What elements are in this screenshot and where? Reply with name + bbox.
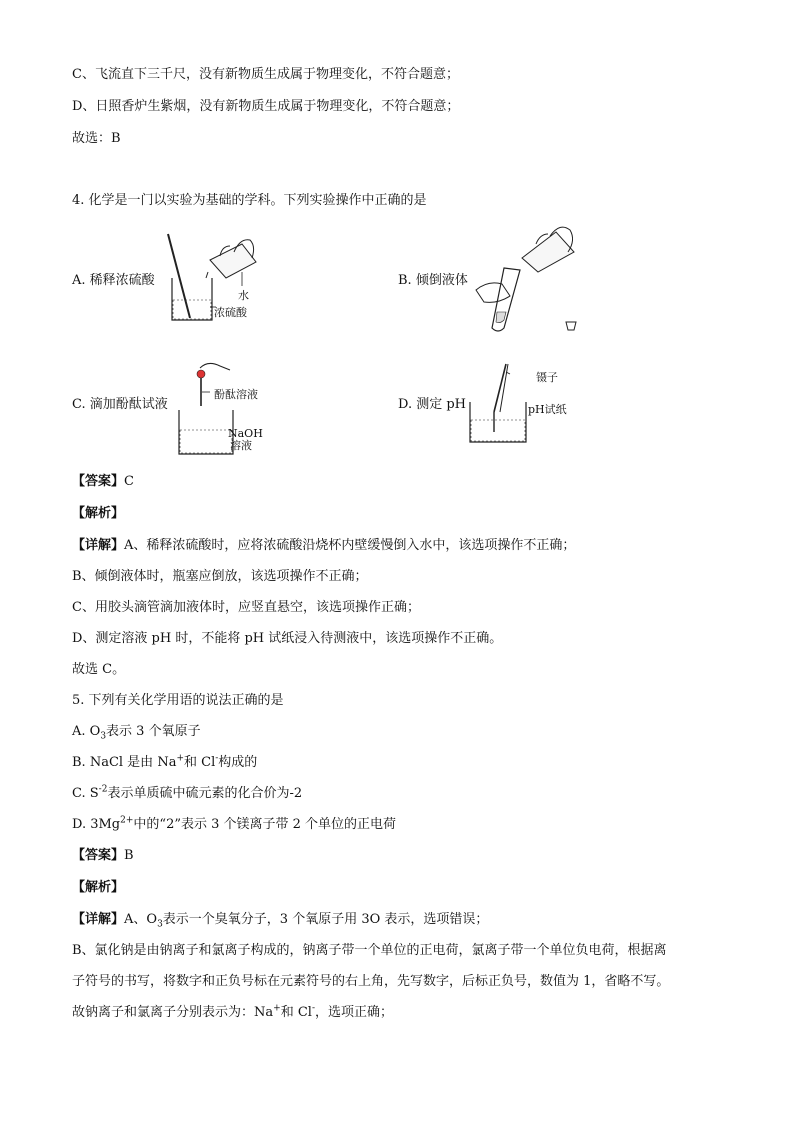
superscript: -2 (98, 784, 108, 795)
text: 构成的 (218, 755, 258, 770)
q4-option-c: C. 滴加酚酞试液 (72, 397, 168, 412)
label-conc-acid: 浓硫酸 (214, 306, 247, 319)
text: D. 3Mg (72, 817, 121, 832)
label-solution: 溶液 (230, 439, 252, 452)
q4-detail-c: C、用胶头滴管滴加液体时，应竖直悬空，该选项操作正确； (72, 600, 420, 615)
label-water: 水 (238, 289, 249, 302)
q5-option-b (72, 754, 257, 772)
text: 中的“2”表示 3 个镁离子带 2 个单位的正电荷 (133, 817, 397, 832)
q5-option-a (72, 723, 201, 741)
q5-answer (72, 847, 134, 865)
text: A. O (72, 724, 101, 739)
detail-tag: 【详解】 (72, 538, 125, 553)
subscript: 3 (100, 731, 107, 742)
answer-value: C (124, 474, 134, 489)
superscript: + (273, 1003, 281, 1014)
q5-detail-b3 (72, 1004, 393, 1022)
superscript: - (215, 753, 219, 764)
q4-stem: 4. 化学是一门以实验为基础的学科。下列实验操作中正确的是 (72, 193, 427, 208)
q5-option-c (72, 785, 302, 803)
label-naoh: NaOH (228, 427, 263, 440)
q4-option-b: B. 倾倒液体 (398, 273, 468, 288)
q4-choice: 故选 C。 (72, 662, 126, 677)
prev-solution-d: D、日照香炉生紫烟，没有新物质生成属于物理变化，不符合题意； (72, 99, 460, 114)
superscript: + (176, 753, 184, 764)
q4-detail-d: D、测定溶液 pH 时，不能将 pH 试纸浸入待测液中，该选项操作不正确。 (72, 631, 503, 646)
prev-solution-c: C、飞流直下三千尺，没有新物质生成属于物理变化，不符合题意； (72, 67, 459, 82)
text: 表示一个臭氧分子，3 个氧原子用 3O 表示，选项错误； (162, 912, 489, 927)
q5-stem: 5. 下列有关化学用语的说法正确的是 (72, 693, 284, 708)
text: ，选项正确； (314, 1005, 393, 1020)
answer-tag: 【答案】 (72, 848, 125, 863)
label-ph-paper: pH试纸 (528, 403, 567, 416)
q5-detail-a (72, 911, 488, 929)
q5-option-d (72, 816, 396, 834)
text: A、O (124, 912, 158, 927)
detail-text: A、稀释浓硫酸时，应将浓硫酸沿烧杯内壁缓慢倒入水中，该选项操作不正确； (124, 538, 576, 553)
q4-option-d: D. 测定 pH (398, 397, 467, 412)
prev-solution-choice: 故选：B (72, 131, 121, 146)
subscript: 3 (157, 919, 163, 930)
q4-detail-a (72, 537, 575, 555)
text: 表示单质硫中硫元素的化合价为-2 (107, 786, 303, 801)
q4-detail-b: B、倾倒液体时，瓶塞应倒放，该选项操作不正确； (72, 569, 368, 584)
text: 表示 3 个氧原子 (106, 724, 201, 739)
text: C. S (72, 786, 99, 801)
superscript: 2+ (120, 815, 134, 826)
q5-analysis-tag: 【解析】 (72, 880, 125, 895)
q4-analysis-tag: 【解析】 (72, 506, 125, 521)
text: 和 Cl (280, 1005, 312, 1020)
q5-detail-b1: B、氯化钠是由钠离子和氯离子构成的，钠离子带一个单位的正电荷，氯离子带一个单位负电荷，根据离 (72, 943, 667, 958)
detail-tag: 【详解】 (72, 912, 125, 927)
text: 和 Cl (184, 755, 216, 770)
text: B. NaCl 是由 Na (72, 755, 177, 770)
figure-pour-liquid (470, 224, 600, 336)
answer-value: B (124, 848, 134, 863)
text: 故钠离子和氯离子分别表示为：Na (72, 1005, 274, 1020)
q4-option-a: A. 稀释浓硫酸 (72, 273, 155, 288)
label-phenolphthalein: 酚酞溶液 (214, 388, 258, 401)
label-tweezers: 镊子 (536, 371, 558, 384)
answer-tag: 【答案】 (72, 474, 125, 489)
q5-detail-b2: 子符号的书写，将数字和正负号标在元素符号的右上角，先写数字，后标正负号，数值为 1，省略不写。 (72, 974, 670, 989)
q4-answer (72, 473, 134, 491)
superscript: - (311, 1003, 315, 1014)
